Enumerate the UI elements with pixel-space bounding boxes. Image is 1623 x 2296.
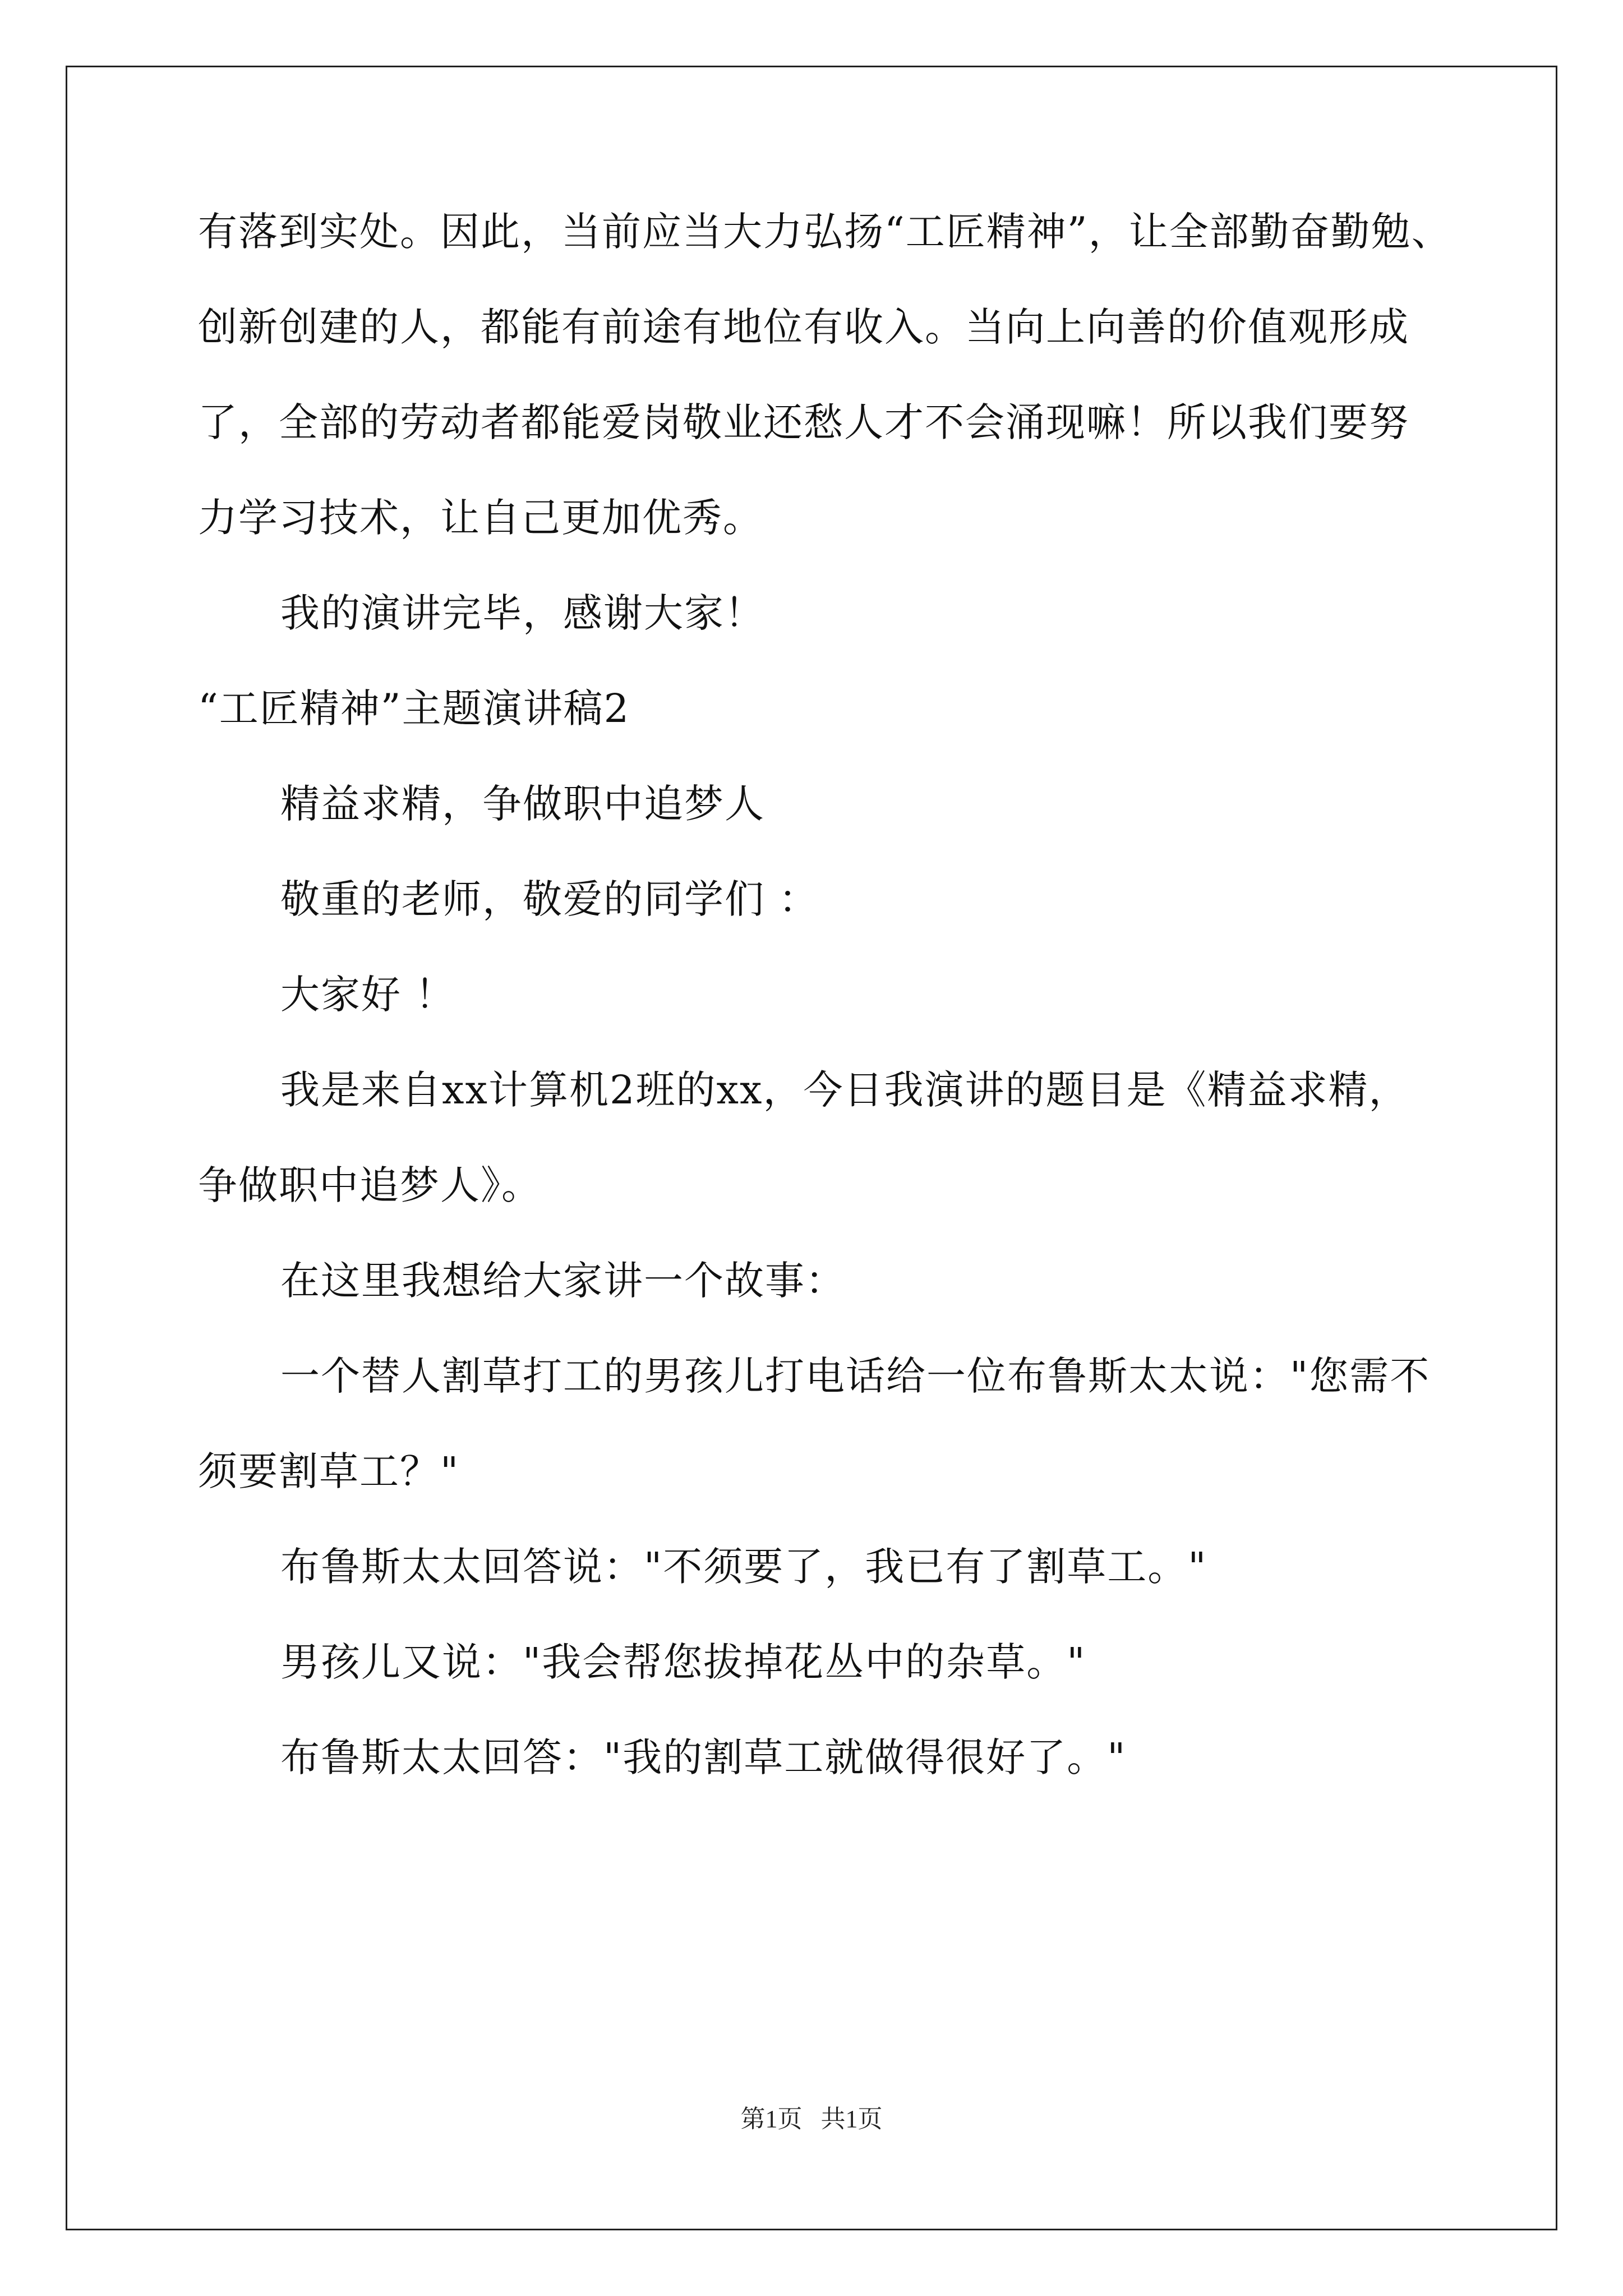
salutation: 敬重的老师，敬爱的同学们 ： [280, 876, 819, 922]
paragraph-line: 须要割草工？" [198, 1448, 460, 1494]
paragraph-line: 力学习技术，让自己更加优秀。 [198, 495, 763, 541]
paragraph-line: 布鲁斯太太回答说："不须要了，我已有了割草工。" [280, 1544, 1207, 1590]
paragraph-line: 我是来自xx计算机2班的xx，今日我演讲的题目是《精益求精， [280, 1067, 1409, 1113]
paragraph-line: 男孩儿又说："我会帮您拔掉花丛中的杂草。" [280, 1639, 1086, 1685]
paragraph-line: 争做职中追梦人》。 [198, 1162, 542, 1208]
greeting: 大家好 ！ [280, 972, 456, 1018]
paragraph-line: 在这里我想给大家讲一个故事： [280, 1258, 846, 1304]
document-body [198, 209, 1452, 1832]
paragraph-line: 创新创建的人，都能有前途有地位有收入。当向上向善的价值观形成 [198, 304, 1409, 350]
paragraph-line: 有落到实处。因此，当前应当大力弘扬“工匠精神”，让全部勤奋勤勉、 [198, 209, 1452, 255]
speech-title: 精益求精，争做职中追梦人 [280, 781, 765, 827]
paragraph-line: 一个替人割草打工的男孩儿打电话给一位布鲁斯太太说："您需不 [280, 1353, 1431, 1399]
page-footer: 第1页 共1页 [740, 2105, 883, 2133]
paragraph-line: 布鲁斯太太回答："我的割草工就做得很好了。" [280, 1734, 1127, 1780]
closing-remark: 我的演讲完毕，感谢大家！ [280, 590, 765, 636]
paragraph-line: 了，全部的劳动者都能爱岗敬业还愁人才不会涌现嘛！所以我们要努 [198, 399, 1409, 445]
section-title: “工匠精神”主题演讲稿2 [198, 685, 630, 731]
